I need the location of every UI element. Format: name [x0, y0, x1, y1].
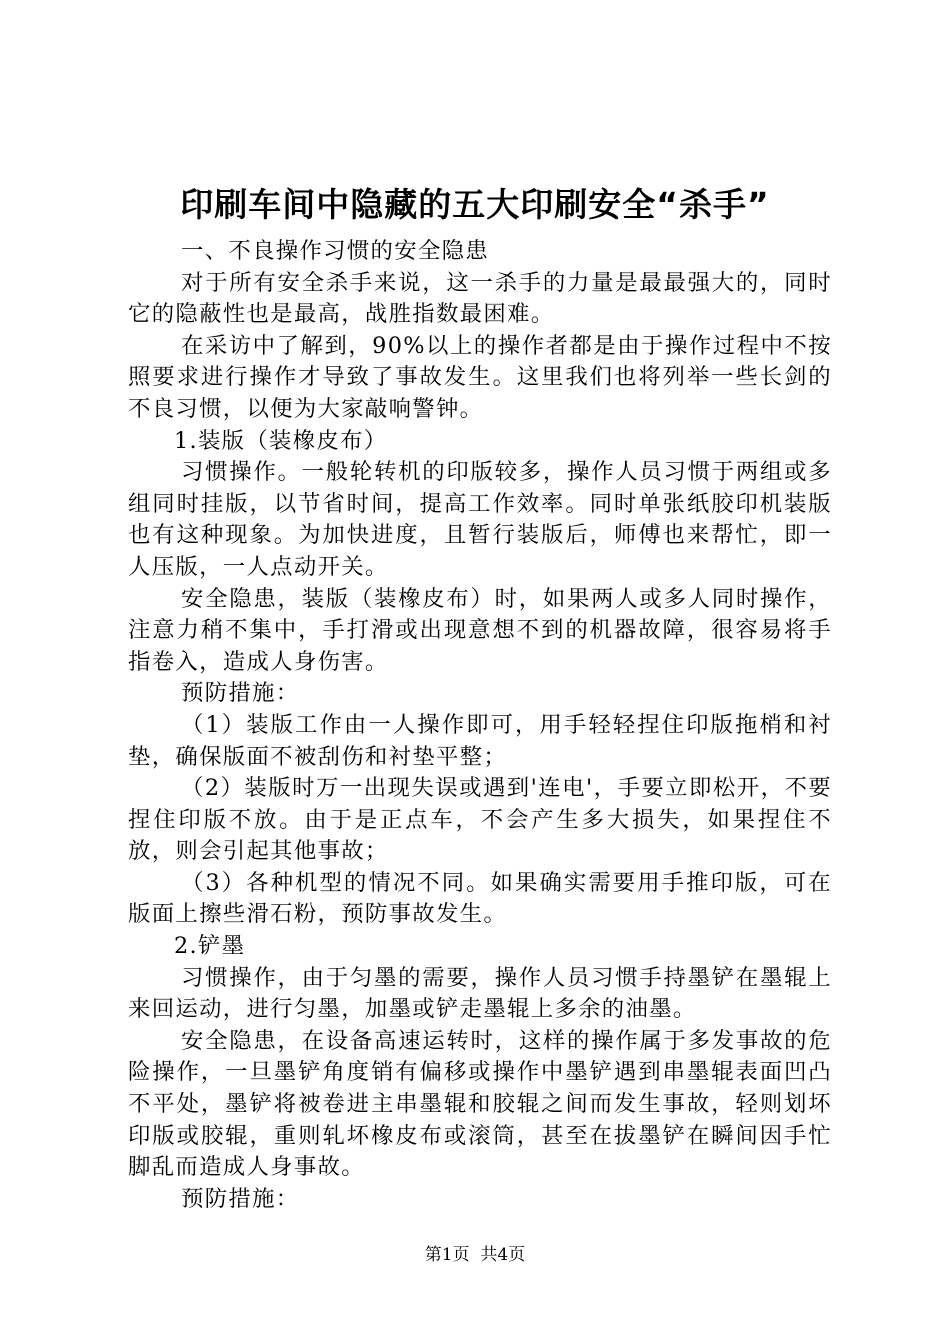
paragraph: 习惯操作，由于匀墨的需要，操作人员习惯手持墨铲在墨辊上来回运动，进行匀墨，加墨或铲走墨辊上多余的油墨。	[128, 964, 832, 1023]
paragraph: 习惯操作。一般轮转机的印版较多，操作人员习惯于两组或多组同时挂版，以节省时间，提高工作效率。同时单张纸胶印机装版也有这种现象。为加快进度，且暂行装版后，师傅也来帮忙，即一人压版，一人点动开关。	[128, 459, 832, 580]
document-body	[128, 236, 832, 1215]
paragraph: 安全隐患，在设备高速运转时，这样的操作属于多发事故的危险操作，一旦墨铲角度销有偏移或操作中墨铲遇到串墨辊表面凹凸不平处，墨铲将被卷进主串墨辊和胶辊之间而发生事故，轻则划坏印版或胶辊，重则轧坏橡皮布或滚筒，甚至在拔墨铲在瞬间因手忙脚乱而造成人身事故。	[128, 1027, 832, 1181]
document-title: 印刷车间中隐藏的五大印刷安全“杀手”	[180, 185, 770, 224]
list-item: （3）各种机型的情况不同。如果确实需要用手推印版，可在版面上擦些滑石粉，预防事故发生。	[128, 869, 832, 928]
paragraph: 对于所有安全杀手来说，这一杀手的力量是最最强大的，同时它的隐蔽性也是最高，战胜指数最困难。	[128, 269, 832, 328]
paragraph: 安全隐患，装版（装橡皮布）时，如果两人或多人同时操作，注意力稍不集中，手打滑或出现意想不到的机器故障，很容易将手指卷入，造成人身伤害。	[128, 585, 832, 675]
paragraph: 预防措施：	[181, 1185, 300, 1212]
paragraph: 在采访中了解到，90%以上的操作者都是由于操作过程中不按照要求进行操作才导致了事故发生。这里我们也将列举一些长剑的不良习惯，以便为大家敲响警钟。	[128, 332, 832, 422]
list-item: （2）装版时万一出现失误或遇到'连电'，手要立即松开，不要捏住印版不放。由于是正点车，不会产生多大损失，如果捏住不放，则会引起其他事故；	[128, 775, 832, 865]
paragraph: 预防措施：	[181, 680, 300, 707]
subsection-heading: 2.铲墨	[174, 933, 246, 960]
page-footer: 第1页 共4页	[424, 1245, 526, 1265]
list-item: （1）装版工作由一人操作即可，用手轻轻捏住印版拖梢和衬垫，确保版面不被刮伤和衬垫平整；	[128, 711, 832, 770]
subsection-heading: 1.装版（装橡皮布）	[174, 427, 388, 454]
section-heading: 一、不良操作习惯的安全隐患	[181, 238, 489, 264]
